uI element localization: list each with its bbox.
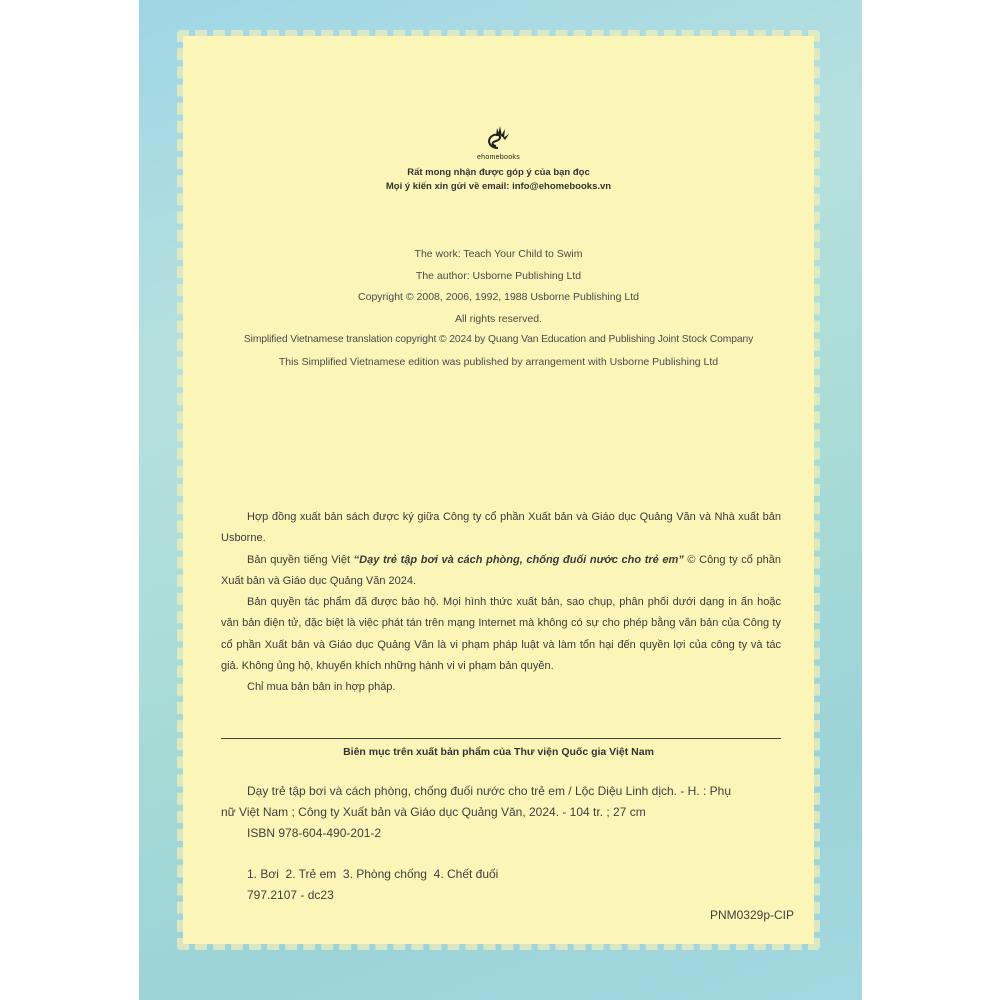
- rights-copyright: Bản quyền tiếng Việt “Dạy trẻ tập bơi và cách phòng, chống đuối nước cho trẻ em” © Công ty cổ phần Xuất bản và Giáo dục Quảng Văn 2024.: [221, 553, 781, 587]
- credit-author: The author: Usborne Publishing Ltd: [415, 270, 582, 282]
- feedback-line: Rất mong nhận được góp ý của bạn đọc: [407, 167, 590, 178]
- email-line: Mọi ý kiến xin gửi về email: info@ehomebooks.vn: [385, 181, 612, 192]
- cip-subjects: 1. Bơi 2. Trẻ em 3. Phòng chống 4. Chết đuối: [247, 867, 499, 881]
- rights-protection: Bản quyền tác phẩm đã được bảo hộ. Mọi hình thức xuất bản, sao chụp, phân phối dưới dạng in ấn hoặc văn bản điện tử, đặc biệt là việc phát tán trên mạng Internet mà không có sự cho phép bằng văn bản của Công ty cổ phần Xuất bản và Giáo dục Quảng Văn là vi phạm pháp luật và làm tổn hại đến quyền lợi của công ty và tác giả. Không ủng hộ, khuyến khích những hành vi vi phạm bản quyền.: [221, 596, 781, 673]
- credit-edition: This Simplified Vietnamese edition was published by arrangement with Usborne Publishing Ltd: [278, 356, 719, 368]
- rights-contract: Hợp đồng xuất bản sách được ký giữa Công ty cổ phần Xuất bản và Giáo dục Quảng Văn và Nhà xuất bản Usborne.: [221, 511, 781, 545]
- credit-rights: All rights reserved.: [455, 313, 542, 325]
- rights-notice: [221, 507, 781, 699]
- credit-work: The work: Teach Your Child to Swim: [414, 248, 583, 260]
- cip-entry-line2: nữ Việt Nam ; Công ty Xuất bản và Giáo dục Quảng Văn, 2024. - 104 tr. ; 27 cm: [221, 805, 646, 819]
- cip-code: PNM0329p-CIP: [709, 908, 794, 922]
- credit-translation: Simplified Vietnamese translation copyright © 2024 by Quang Van Education and Publishing Joint Stock Company: [243, 334, 754, 345]
- book-title: “Dạy trẻ tập bơi và cách phòng, chống đuối nước cho trẻ em”: [353, 553, 684, 566]
- cip-title: Biên mục trên xuất bản phẩm của Thư viện Quốc gia Việt Nam: [343, 746, 654, 758]
- logo-wordmark: ehomebooks: [476, 154, 521, 161]
- cip-isbn: ISBN 978-604-490-201-2: [247, 826, 382, 840]
- rights-legal-copy: Chỉ mua bản bản in hợp pháp.: [247, 681, 396, 694]
- divider-line: [221, 738, 781, 739]
- paper-sheet: [183, 36, 814, 944]
- page-background: [139, 0, 862, 1000]
- credit-copyright: Copyright © 2008, 2006, 1992, 1988 Usborne Publishing Ltd: [358, 291, 639, 303]
- cip-entry-line1: Dạy trẻ tập bơi và cách phòng, chống đuối nước cho trẻ em / Lộc Diệu Linh dịch. - H. : Phụ: [247, 784, 732, 798]
- cip-classification: 797.2107 - dc23: [247, 888, 334, 902]
